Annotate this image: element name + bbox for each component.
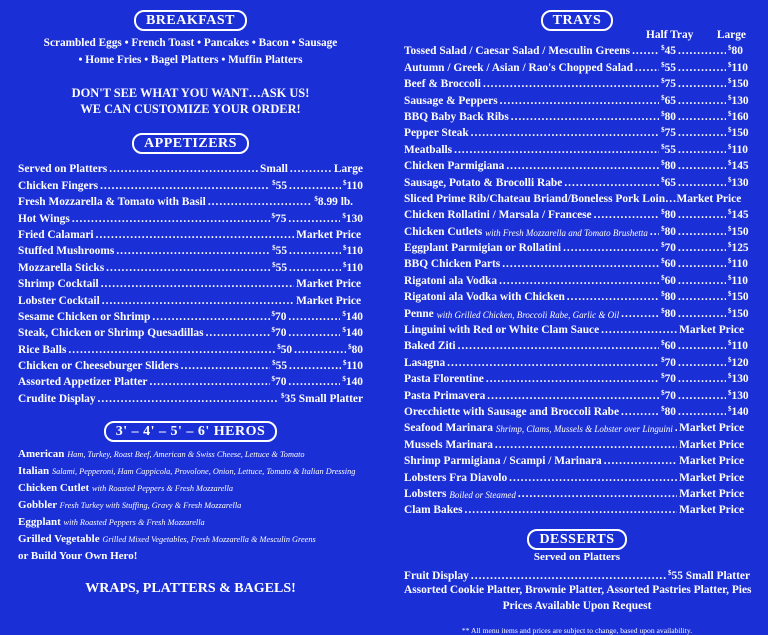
tray-half-price: $60: [661, 273, 676, 287]
tray-market-price: Market Price: [679, 438, 744, 451]
appetizer-price: Market Price: [296, 228, 361, 241]
appetizer-list: [18, 159, 363, 405]
tray-half-price: $65: [661, 175, 676, 189]
appetizer-small-price: $75: [271, 211, 287, 225]
tray-name: BBQ Chicken Parts: [404, 258, 501, 271]
tray-list: [404, 41, 750, 516]
tray-half-price: $80: [661, 159, 676, 173]
hero-row: [18, 480, 363, 497]
appetizer-row: [18, 192, 363, 208]
tray-name: Baked Ziti: [404, 340, 456, 353]
tray-name: Rigatoni ala Vodka: [404, 274, 498, 287]
appetizer-small-price: $70: [271, 309, 287, 323]
appetizer-name: Stuffed Mushrooms: [18, 245, 115, 258]
appetizer-row: [18, 372, 363, 388]
tray-name: Eggplant Parmigian or Rollatini: [404, 242, 562, 255]
tray-subtext: with Fresh Mozzarella and Tomato Brushetta: [485, 227, 648, 238]
tray-row: [404, 418, 750, 434]
tray-large-price: $80: [728, 44, 743, 58]
tray-large-price: $160: [728, 109, 749, 123]
tray-large-price: $150: [728, 290, 749, 304]
tray-name: Pasta Primavera: [404, 389, 486, 402]
tray-large-price: $145: [728, 208, 749, 222]
tray-large-price: $140: [728, 404, 749, 418]
tray-name: Shrimp Parmigiana / Scampi / Marinara: [404, 455, 602, 468]
tray-row: [404, 139, 750, 155]
hero-row: [18, 548, 363, 565]
large-column-label: Large: [333, 163, 363, 176]
half-tray-label: Half Tray: [646, 29, 694, 41]
hero-name: Eggplant: [18, 515, 61, 528]
left-column: [18, 0, 363, 597]
appetizer-row: [18, 323, 363, 339]
appetizer-small-price: $55: [272, 244, 288, 258]
tray-name: Clam Bakes: [404, 504, 463, 517]
hero-description: Salami, Pepperoni, Ham Cappicola, Provolone, Onion, Lettuce, Tomato & Italian Dressing: [51, 466, 356, 476]
hero-name: American: [18, 447, 65, 460]
tray-row: [404, 254, 750, 270]
tray-name: Beef & Broccoli: [404, 78, 481, 91]
appetizer-name: Hot Wings: [18, 212, 70, 225]
appetizer-name: Rice Balls: [18, 343, 67, 356]
tray-name: Pasta Florentine: [404, 373, 484, 386]
tray-name: Chicken Rollatini / Marsala / Francese: [404, 209, 592, 222]
tray-half-price: $45: [661, 44, 676, 58]
tray-market-price: Market Price: [679, 504, 744, 517]
tray-large-price: $130: [728, 93, 749, 107]
tray-half-price: $80: [661, 404, 676, 418]
tray-name: Linguini with Red or White Clam Sauce: [404, 324, 600, 337]
tray-large-price: $145: [728, 159, 749, 173]
appetizer-small-price: $55: [272, 178, 288, 192]
tray-large-price: $110: [728, 339, 748, 353]
appetizer-row: [18, 257, 363, 273]
tray-row: [404, 57, 750, 73]
tray-row: [404, 336, 750, 352]
tray-name: Orecchiette with Sausage and Broccoli Rabe: [404, 405, 620, 418]
tray-name: Lobsters Fra Diavolo: [404, 471, 508, 484]
tray-row: [404, 107, 750, 123]
tray-large-price: $120: [728, 355, 749, 369]
tray-row: [404, 451, 750, 467]
appetizer-price: $35 Small Platter: [281, 391, 363, 405]
tray-name: Penne: [404, 307, 434, 320]
tray-row: [404, 270, 750, 286]
appetizer-name: Shrimp Cocktail: [18, 278, 99, 291]
tray-name: Chicken Parmigiana: [404, 160, 505, 173]
tray-name: BBQ Baby Back Ribs: [404, 110, 509, 123]
tray-large-price: $150: [728, 77, 749, 91]
appetizer-name: Chicken or Cheeseburger Sliders: [18, 360, 179, 373]
tray-large-price: $125: [728, 241, 749, 255]
hero-name: Gobbler: [18, 498, 57, 511]
tray-market-price: Market Price: [679, 422, 744, 435]
tray-half-price: $80: [661, 224, 676, 238]
tray-row: [404, 467, 750, 483]
tray-large-price: $130: [728, 388, 749, 402]
tray-large-price: $110: [728, 60, 748, 74]
tray-row: [404, 221, 750, 237]
appetizer-name: Sesame Chicken or Shrimp: [18, 310, 151, 323]
tray-half-price: $60: [661, 257, 676, 271]
appetizer-row: [18, 290, 363, 306]
tray-row: [404, 189, 750, 205]
appetizer-row: [18, 208, 363, 224]
appetizer-header-row: [18, 159, 363, 175]
appetizer-row: [18, 339, 363, 355]
tray-half-price: $70: [661, 355, 676, 369]
appetizer-name: Lobster Cocktail: [18, 294, 100, 307]
tray-row: [404, 402, 750, 418]
tray-large-price: $130: [728, 372, 749, 386]
appetizer-small-price: $70: [271, 375, 287, 389]
tray-large-price: $130: [728, 175, 749, 189]
breakfast-heading: BREAKFAST: [134, 10, 247, 31]
tray-half-price: $60: [661, 339, 676, 353]
hero-description: Fresh Turkey with Stuffing, Gravy & Fresh Mozzarella: [59, 500, 242, 510]
tray-name: Sliced Prime Rib/Chateau Briand/Boneless Pork Loin…Market Price: [404, 192, 742, 205]
appetizer-row: [18, 307, 363, 323]
appetizer-large-price: $140: [342, 326, 363, 340]
appetizer-row: [18, 274, 363, 290]
hero-description: Grilled Mixed Vegetables, Fresh Mozzarella & Mesculin Greens: [102, 534, 316, 544]
tray-row: [404, 287, 750, 303]
appetizer-large-price: $80: [348, 342, 363, 356]
tray-name: Rigatoni ala Vodka with Chicken: [404, 291, 565, 304]
hero-row: [18, 497, 363, 514]
tray-name: Lasagna: [404, 356, 446, 369]
tray-half-price: $70: [661, 241, 676, 255]
tray-subtext: with Grilled Chicken, Broccoli Rabe, Garlic & Oil: [436, 309, 620, 320]
tray-name: Lobsters: [404, 487, 447, 500]
appetizer-price: $8.99 lb.: [314, 195, 354, 209]
customize-line-2: WE CAN CUSTOMIZE YOUR ORDER!: [80, 102, 301, 116]
tray-row: [404, 303, 750, 319]
tray-large-price: $150: [728, 306, 749, 320]
hero-name: Chicken Cutlet: [18, 481, 90, 494]
appetizer-row: [18, 388, 363, 404]
tray-market-price: Market Price: [679, 487, 744, 500]
appetizer-large-price: $130: [342, 211, 363, 225]
tray-half-price: $70: [661, 372, 676, 386]
appetizer-price: Market Price: [296, 278, 361, 291]
tray-subtext: Boiled or Steamed: [449, 489, 516, 500]
appetizer-small-price: $55: [272, 359, 288, 373]
tray-row: [404, 90, 750, 106]
appetizer-large-price: $140: [342, 375, 363, 389]
tray-large-price: $150: [728, 224, 749, 238]
tray-large-price: $110: [728, 257, 748, 271]
tray-market-price: Market Price: [679, 324, 744, 337]
hero-row: [18, 446, 363, 463]
tray-name: Seafood Marinara: [404, 422, 493, 435]
tray-name: Tossed Salad / Caesar Salad / Mesculin Greens: [404, 45, 631, 58]
hero-name: Italian: [18, 464, 50, 477]
appetizer-row: [18, 241, 363, 257]
appetizer-large-price: $110: [343, 260, 363, 274]
appetizer-row: [18, 225, 363, 241]
tray-name: Sausage, Potato & Brocolli Rabe: [404, 176, 563, 189]
hero-name: Grilled Vegetable: [18, 532, 100, 545]
tray-half-price: $80: [661, 290, 676, 304]
appetizer-price: Market Price: [296, 294, 361, 307]
hero-description: with Roasted Peppers & Fresh Mozzarella: [63, 517, 205, 527]
right-column: [404, 0, 750, 635]
tray-name: Autumn / Greek / Asian / Rao's Chopped Salad: [404, 61, 633, 74]
trays-heading: TRAYS: [541, 10, 614, 31]
tray-row: [404, 205, 750, 221]
large-tray-label: Large: [716, 29, 746, 41]
dessert-request-line: Prices Available Upon Request: [502, 599, 652, 612]
appetizers-heading: APPETIZERS: [132, 133, 249, 154]
hero-list: [18, 446, 363, 565]
tray-name: Pepper Steak: [404, 127, 469, 140]
appetizer-name: Steak, Chicken or Shrimp Quesadillas: [18, 327, 204, 340]
appetizer-small-price: $50: [277, 342, 293, 356]
appetizer-large-price: $110: [343, 359, 363, 373]
tray-half-price: $55: [661, 60, 676, 74]
tray-half-price: $65: [661, 93, 676, 107]
platter-label: Served on Platters: [18, 163, 108, 176]
tray-half-price: $75: [661, 126, 676, 140]
tray-row: [404, 156, 750, 172]
hero-row: [18, 463, 363, 480]
tray-row: [404, 369, 750, 385]
appetizer-small-price: $70: [271, 326, 287, 340]
desserts-heading: DESSERTS: [527, 529, 626, 550]
breakfast-line-2: • Home Fries • Bagel Platters • Muffin Platters: [78, 54, 303, 66]
hero-row: [18, 531, 363, 548]
tray-large-price: $150: [728, 126, 749, 140]
hero-description: Ham, Turkey, Roast Beef, American & Swiss Cheese, Lettuce & Tomato: [67, 449, 305, 459]
tray-market-price: Market Price: [679, 455, 744, 468]
tray-row: [404, 238, 750, 254]
hero-row: [18, 514, 363, 531]
tray-large-price: $110: [728, 142, 748, 156]
appetizer-large-price: $110: [343, 178, 363, 192]
appetizer-name: Fresh Mozzarella & Tomato with Basil: [18, 196, 206, 209]
tray-market-price: Market Price: [679, 471, 744, 484]
heros-heading: 3' – 4' – 5' – 6' HEROS: [104, 421, 278, 442]
appetizer-row: [18, 356, 363, 372]
tray-row: [404, 434, 750, 450]
tray-row: [404, 352, 750, 368]
appetizer-name: Mozzarella Sticks: [18, 261, 105, 274]
desserts-subtitle: Served on Platters: [533, 551, 621, 564]
tray-row: [404, 484, 750, 500]
tray-name: Mussels Marinara: [404, 438, 493, 451]
breakfast-line-1: Scrambled Eggs • French Toast • Pancakes • Bacon • Sausage: [43, 37, 338, 49]
fruit-display-name: Fruit Display: [404, 569, 469, 582]
hero-name: or Build Your Own Hero!: [18, 549, 138, 562]
fruit-display-row: Fruit Display ..... $55 Small Platter: [404, 565, 750, 581]
tray-row: [404, 385, 750, 401]
tray-row: [404, 74, 750, 90]
tray-name: Chicken Cutlets: [404, 225, 483, 238]
customize-line-1: DON'T SEE WHAT YOU WANT…ASK US!: [71, 86, 310, 100]
appetizer-small-price: $55: [272, 260, 288, 274]
tray-half-price: $70: [661, 388, 676, 402]
appetizer-name: Assorted Appetizer Platter: [18, 376, 148, 389]
tray-half-price: $80: [661, 306, 676, 320]
tray-half-price: $80: [661, 109, 676, 123]
tray-row: [404, 320, 750, 336]
appetizer-name: Crudite Display: [18, 392, 96, 405]
fruit-display-price: 55 Small Platter: [671, 569, 750, 582]
appetizer-row: [18, 175, 363, 191]
tray-row: [404, 123, 750, 139]
wraps-heading: WRAPS, PLATTERS & BAGELS!: [85, 580, 296, 596]
small-column-label: Small: [260, 163, 288, 176]
tray-half-price: $55: [661, 142, 676, 156]
dessert-platters-line: Assorted Cookie Platter, Brownie Platter, Assorted Pastries Platter, Pies: [404, 583, 752, 596]
tray-name: Meatballs: [404, 143, 453, 156]
appetizer-large-price: $110: [343, 244, 363, 258]
appetizer-large-price: $140: [342, 309, 363, 323]
hero-description: with Roasted Peppers & Fresh Mozzarella: [91, 483, 234, 493]
tray-half-price: $75: [661, 77, 676, 91]
appetizer-name: Chicken Fingers: [18, 179, 99, 192]
tray-half-price: $80: [661, 208, 676, 222]
tray-row: [404, 500, 750, 516]
footnote: ** All menu items and prices are subject to change, based upon availability.: [461, 625, 693, 635]
appetizer-name: Fried Calamari: [18, 228, 94, 241]
tray-subtext: Shrimp, Clams, Mussels & Lobster over Linguini: [495, 424, 673, 435]
tray-large-price: $110: [728, 273, 748, 287]
tray-row: [404, 172, 750, 188]
tray-name: Sausage & Peppers: [404, 94, 498, 107]
